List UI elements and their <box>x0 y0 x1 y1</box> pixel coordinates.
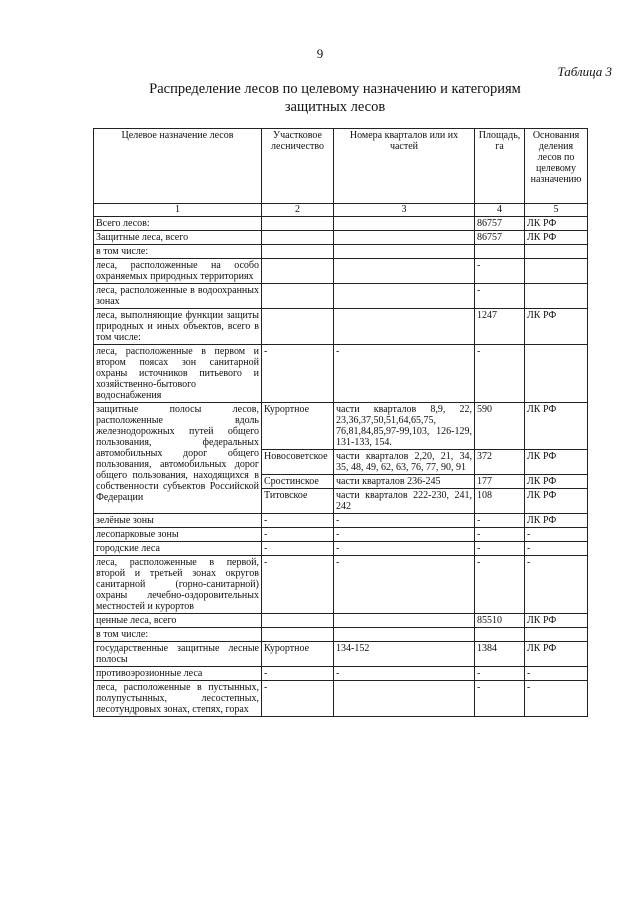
cell-area: 86757 <box>475 231 525 245</box>
column-number: 3 <box>334 204 475 217</box>
table-row <box>94 245 588 259</box>
cell-forestry: Курортное <box>262 642 334 667</box>
cell-basis: ЛК РФ <box>525 217 588 231</box>
cell-basis: - <box>525 542 588 556</box>
cell-area: - <box>475 556 525 614</box>
cell-forestry: - <box>262 514 334 528</box>
cell-purpose: леса, расположенные на особо охраняемых природных территориях <box>94 259 262 284</box>
cell-forestry <box>262 245 334 259</box>
cell-purpose: в том числе: <box>94 245 262 259</box>
cell-quarters <box>334 614 475 628</box>
cell-area: - <box>475 528 525 542</box>
cell-area: 1247 <box>475 309 525 345</box>
table-row <box>94 681 588 717</box>
cell-forestry <box>262 284 334 309</box>
cell-forestry: - <box>262 528 334 542</box>
table-row <box>94 667 588 681</box>
cell-quarters: - <box>334 528 475 542</box>
cell-purpose: леса, расположенные в первом и втором поясах зон санитарной охраны источников питьевого и хозяйственно-бытового водоснабжения <box>94 345 262 403</box>
title-line-2: защитных лесов <box>284 99 386 115</box>
table-row <box>94 403 588 450</box>
cell-forestry <box>262 628 334 642</box>
header-quarters: Номера кварталов или их частей <box>334 129 475 204</box>
table-row <box>94 614 588 628</box>
cell-purpose: городские леса <box>94 542 262 556</box>
cell-area: - <box>475 542 525 556</box>
cell-forestry <box>262 231 334 245</box>
cell-area: - <box>475 284 525 309</box>
cell-quarters: - <box>334 345 475 403</box>
cell-area: - <box>475 514 525 528</box>
cell-purpose: государственные защитные лесные полосы <box>94 642 262 667</box>
header-area: Площадь, га <box>475 129 525 204</box>
cell-basis: ЛК РФ <box>525 489 588 514</box>
cell-basis: - <box>525 667 588 681</box>
cell-area: 1384 <box>475 642 525 667</box>
cell-purpose: леса, расположенные в пустынных, полупустынных, лесостепных, лесотундровых зонах, степях, горах <box>94 681 262 717</box>
cell-area: - <box>475 681 525 717</box>
header-row <box>94 129 588 204</box>
cell-forestry: - <box>262 667 334 681</box>
cell-quarters: - <box>334 514 475 528</box>
cell-quarters: части кварталов 222-230, 241, 242 <box>334 489 475 514</box>
cell-forestry <box>262 309 334 345</box>
table-row <box>94 542 588 556</box>
cell-forestry <box>262 259 334 284</box>
cell-basis: - <box>525 528 588 542</box>
cell-area: 177 <box>475 475 525 489</box>
cell-basis: ЛК РФ <box>525 614 588 628</box>
cell-forestry: Титовское <box>262 489 334 514</box>
cell-forestry: Новосоветское <box>262 450 334 475</box>
cell-basis: ЛК РФ <box>525 309 588 345</box>
table-row <box>94 309 588 345</box>
cell-basis: ЛК РФ <box>525 475 588 489</box>
forest-distribution-table <box>93 128 588 717</box>
cell-quarters <box>334 259 475 284</box>
cell-area <box>475 245 525 259</box>
cell-forestry <box>262 614 334 628</box>
cell-quarters <box>334 681 475 717</box>
cell-purpose: леса, расположенные в первой, второй и третьей зонах округов санитарной (горно-санитарной) охраны лечебно-оздоровительных местностей и курортов <box>94 556 262 614</box>
cell-area: 86757 <box>475 217 525 231</box>
cell-area: - <box>475 345 525 403</box>
table-row <box>94 217 588 231</box>
cell-forestry: Сростинское <box>262 475 334 489</box>
cell-quarters <box>334 628 475 642</box>
cell-purpose: в том числе: <box>94 628 262 642</box>
cell-basis: ЛК РФ <box>525 231 588 245</box>
cell-purpose: леса, расположенные в водоохранных зонах <box>94 284 262 309</box>
column-number: 2 <box>262 204 334 217</box>
table-row <box>94 231 588 245</box>
column-number: 1 <box>94 204 262 217</box>
cell-area: 372 <box>475 450 525 475</box>
cell-area <box>475 628 525 642</box>
cell-quarters: - <box>334 667 475 681</box>
table-label: Таблица 3 <box>557 64 612 79</box>
cell-basis <box>525 284 588 309</box>
table-row <box>94 259 588 284</box>
cell-basis: ЛК РФ <box>525 403 588 450</box>
table-row <box>94 556 588 614</box>
cell-purpose: лесопарковые зоны <box>94 528 262 542</box>
cell-quarters: - <box>334 556 475 614</box>
cell-quarters <box>334 245 475 259</box>
cell-forestry: - <box>262 345 334 403</box>
cell-basis: - <box>525 681 588 717</box>
cell-quarters <box>334 231 475 245</box>
table-row <box>94 642 588 667</box>
cell-area: - <box>475 259 525 284</box>
cell-basis <box>525 345 588 403</box>
cell-quarters: - <box>334 542 475 556</box>
column-number: 4 <box>475 204 525 217</box>
cell-quarters: части кварталов 2,20, 21, 34, 35, 48, 49, 62, 63, 76, 77, 90, 91 <box>334 450 475 475</box>
cell-purpose: Всего лесов: <box>94 217 262 231</box>
cell-basis <box>525 259 588 284</box>
cell-quarters: 134-152 <box>334 642 475 667</box>
cell-basis: ЛК РФ <box>525 514 588 528</box>
cell-quarters <box>334 217 475 231</box>
table-row <box>94 284 588 309</box>
cell-forestry <box>262 217 334 231</box>
cell-area: 85510 <box>475 614 525 628</box>
cell-quarters: части кварталов 8,9, 22, 23,36,37,50,51,64,65,75, 76,81,84,85,97-99,103, 126-129, 131-133, 154. <box>334 403 475 450</box>
header-purpose: Целевое назначение лесов <box>94 129 262 204</box>
table-row <box>94 514 588 528</box>
cell-quarters <box>334 309 475 345</box>
cell-forestry: - <box>262 681 334 717</box>
title-line-1: Распределение лесов по целевому назначению и категориям <box>149 81 521 97</box>
table-row <box>94 628 588 642</box>
cell-basis <box>525 628 588 642</box>
column-number-row <box>94 204 588 217</box>
cell-basis <box>525 245 588 259</box>
table-row <box>94 528 588 542</box>
cell-forestry: - <box>262 556 334 614</box>
table-title <box>120 80 550 116</box>
page-number: 9 <box>316 46 324 61</box>
cell-forestry: - <box>262 542 334 556</box>
cell-area: 108 <box>475 489 525 514</box>
column-number: 5 <box>525 204 588 217</box>
cell-quarters <box>334 284 475 309</box>
cell-basis: - <box>525 556 588 614</box>
cell-area: 590 <box>475 403 525 450</box>
cell-purpose: Защитные леса, всего <box>94 231 262 245</box>
cell-basis: ЛК РФ <box>525 450 588 475</box>
header-basis: Основания деления лесов по целевому назначению <box>525 129 588 204</box>
table-row <box>94 345 588 403</box>
cell-area: - <box>475 667 525 681</box>
cell-forestry: Курортное <box>262 403 334 450</box>
header-forestry: Участковое лесничество <box>262 129 334 204</box>
cell-purpose: зелёные зоны <box>94 514 262 528</box>
cell-purpose: леса, выполняющие функции защиты природных и иных объектов, всего в том числе: <box>94 309 262 345</box>
cell-purpose: ценные леса, всего <box>94 614 262 628</box>
cell-quarters: части кварталов 236-245 <box>334 475 475 489</box>
cell-purpose: противоэрозионные леса <box>94 667 262 681</box>
cell-purpose: защитные полосы лесов, расположенные вдоль железнодорожных путей общего пользования, федеральных автомобильных дорог общего пользования, автомобильных дорог общего пользования, находящихся в собственности субъектов Российской Федерации <box>94 403 262 514</box>
cell-basis: ЛК РФ <box>525 642 588 667</box>
